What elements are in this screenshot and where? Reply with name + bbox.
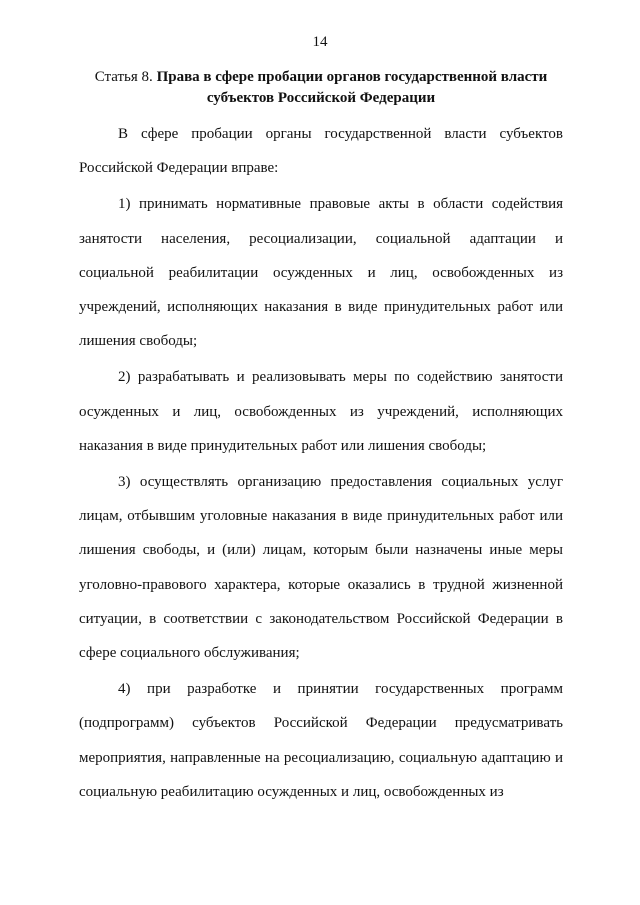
article-prefix: Статья 8. [94,69,153,85]
page-number: 14 [312,34,328,50]
article-heading [79,67,563,109]
item-paragraph-3: 3) осуществлять организацию предоставления социальных услуг лицам, отбывшим уголовные наказания в виде принудительных работ или лишения свободы, и (или) лицам, которым были назначены иные меры уголовно-правового характера, которые оказались в трудной жизненной ситуации, в соответствии с законодательством Российской Федерации в сфере социального обслуживания; [79,474,563,662]
article-title: Права в сфере пробации органов государственной власти субъектов Российской Федерации [156,69,548,106]
item-paragraph-1: 1) принимать нормативные правовые акты в области содействия занятости населения, ресоциализации, социальной адаптации и социальной реабилитации осужденных и лиц, освобожденных из учреждений, исполняющих наказания в виде принудительных работ или лишения свободы; [79,196,563,350]
article-body [79,117,563,809]
item-paragraph-4: 4) при разработке и принятии государственных программ (подпрограмм) субъектов Российской Федерации предусматривать мероприятия, направленные на ресоциализацию, социальную адаптацию и социальную реабилитацию осужденных и лиц, освобожденных из [79,681,563,800]
item-paragraph-2: 2) разрабатывать и реализовывать меры по содействию занятости осужденных и лиц, освобожденных из учреждений, исполняющих наказания в виде принудительных работ или лишения свободы; [79,369,563,454]
intro-paragraph: В сфере пробации органы государственной власти субъектов Российской Федерации вправе: [79,126,563,177]
